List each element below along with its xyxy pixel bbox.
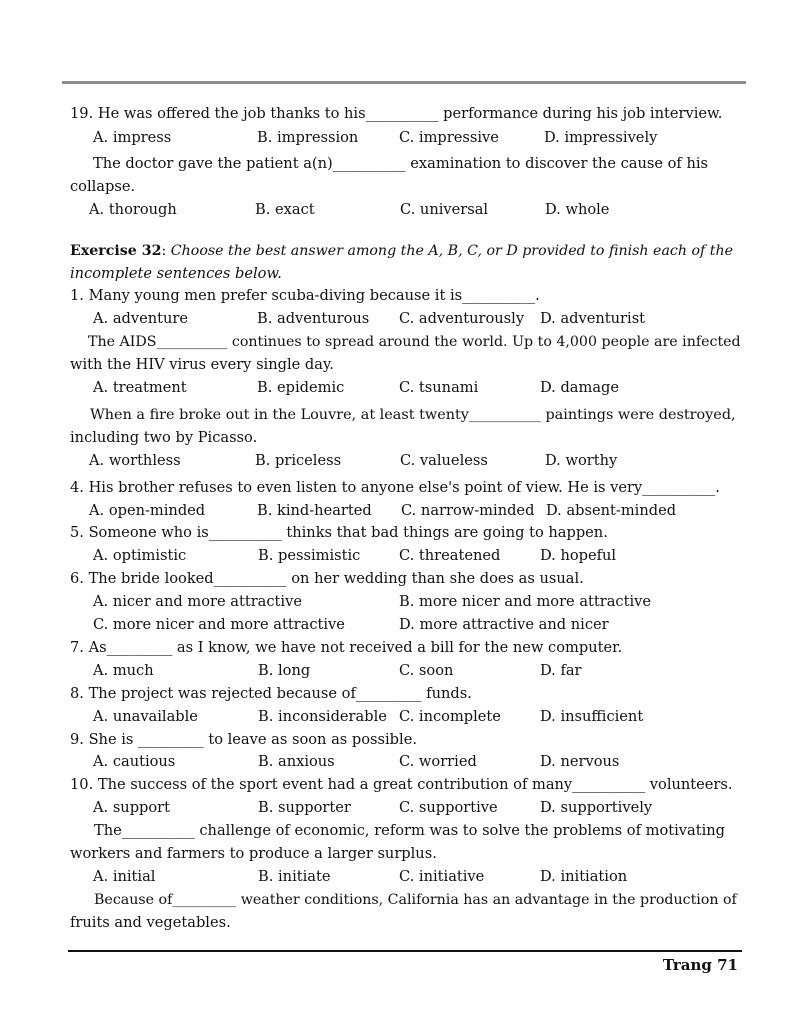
e3-option-d[interactable]: D. worthy bbox=[545, 452, 618, 469]
question-20-line2: collapse. bbox=[70, 178, 136, 195]
e9-option-c[interactable]: C. worried bbox=[399, 753, 477, 770]
e5-option-d[interactable]: D. hopeful bbox=[540, 547, 617, 564]
e4-option-b[interactable]: B. kind-hearted bbox=[257, 502, 372, 519]
exercise-question-3-line2: including two by Picasso. bbox=[70, 429, 258, 446]
question-19: 19. He was offered the job thanks to his__________ performance during his job interview. bbox=[70, 105, 723, 122]
e7-option-c[interactable]: C. soon bbox=[399, 662, 454, 679]
exercise-question-1: 1. Many young men prefer scuba-diving because it is__________. bbox=[70, 287, 540, 304]
exercise-question-9: 9. She is _________ to leave as soon as possible. bbox=[70, 731, 417, 748]
e8-option-a[interactable]: A. unavailable bbox=[93, 708, 198, 725]
e9-option-d[interactable]: D. nervous bbox=[540, 753, 620, 770]
e2-option-c[interactable]: C. tsunami bbox=[399, 379, 479, 396]
exercise-instruction-line1: Choose the best answer among the A, B, C, or D provided to finish each of the bbox=[170, 243, 734, 259]
e6-option-c[interactable]: C. more nicer and more attractive bbox=[93, 616, 345, 633]
q20-option-d[interactable]: D. whole bbox=[545, 201, 610, 218]
question-20-line1: The doctor gave the patient a(n)__________ examination to discover the cause of his bbox=[93, 155, 709, 172]
exercise-question-10: 10. The success of the sport event had a great contribution of many__________ volunteers. bbox=[70, 776, 733, 793]
e1-option-d[interactable]: D. adventurist bbox=[540, 310, 646, 327]
exercise-32-heading bbox=[70, 241, 733, 261]
e11-option-c[interactable]: C. initiative bbox=[399, 868, 485, 885]
exercise-question-7: 7. As_________ as I know, we have not received a bill for the new computer. bbox=[70, 639, 623, 656]
q19-option-b[interactable]: B. impression bbox=[257, 129, 359, 146]
exercise-question-6: 6. The bride looked__________ on her wedding than she does as usual. bbox=[70, 570, 584, 587]
e8-option-b[interactable]: B. inconsiderable bbox=[258, 708, 387, 725]
e10-option-d[interactable]: D. supportively bbox=[540, 799, 653, 816]
e6-option-a[interactable]: A. nicer and more attractive bbox=[93, 593, 302, 610]
e8-option-c[interactable]: C. incomplete bbox=[399, 708, 501, 725]
e9-option-a[interactable]: A. cautious bbox=[93, 753, 176, 770]
q20-option-a[interactable]: A. thorough bbox=[89, 201, 177, 218]
e1-option-c[interactable]: C. adventurously bbox=[399, 310, 525, 327]
footer-rule bbox=[68, 950, 742, 952]
exercise-question-11-line1: The__________ challenge of economic, reform was to solve the problems of motivating bbox=[94, 822, 725, 839]
exercise-question-3-line1: When a fire broke out in the Louvre, at least twenty__________ paintings were destroyed, bbox=[90, 407, 736, 423]
header-rule bbox=[62, 81, 746, 84]
exercise-question-2-line1: The AIDS__________ continues to spread around the world. Up to 4,000 people are infected bbox=[88, 334, 741, 350]
e1-option-a[interactable]: A. adventure bbox=[93, 310, 189, 327]
e5-option-b[interactable]: B. pessimistic bbox=[258, 547, 361, 564]
exercise-question-12-line2: fruits and vegetables. bbox=[70, 914, 231, 931]
exercise-question-2-line2: with the HIV virus every single day. bbox=[70, 356, 334, 373]
e2-option-b[interactable]: B. epidemic bbox=[257, 379, 345, 396]
exercise-question-4: 4. His brother refuses to even listen to anyone else's point of view. He is very__________. bbox=[70, 479, 720, 496]
e9-option-b[interactable]: B. anxious bbox=[258, 753, 335, 770]
exercise-question-8: 8. The project was rejected because of_________ funds. bbox=[70, 685, 472, 702]
e3-option-b[interactable]: B. priceless bbox=[255, 452, 342, 469]
q20-option-b[interactable]: B. exact bbox=[255, 201, 315, 218]
e4-option-a[interactable]: A. open-minded bbox=[89, 502, 206, 519]
page-number: Trang 71 bbox=[662, 956, 738, 974]
e11-option-a[interactable]: A. initial bbox=[93, 868, 156, 885]
e7-option-b[interactable]: B. long bbox=[258, 662, 311, 679]
e7-option-d[interactable]: D. far bbox=[540, 662, 582, 679]
exercise-title-separator: : bbox=[161, 243, 171, 259]
exercise-question-12-line1: Because of_________ weather conditions, California has an advantage in the production of bbox=[94, 892, 737, 908]
exercise-question-11-line2: workers and farmers to produce a larger surplus. bbox=[70, 845, 437, 862]
e2-option-d[interactable]: D. damage bbox=[540, 379, 620, 396]
exercise-instruction-line2: incomplete sentences below. bbox=[70, 265, 282, 282]
q19-option-c[interactable]: C. impressive bbox=[399, 129, 499, 146]
q20-option-c[interactable]: C. universal bbox=[400, 201, 489, 218]
e8-option-d[interactable]: D. insufficient bbox=[540, 708, 644, 725]
e10-option-b[interactable]: B. supporter bbox=[258, 799, 351, 816]
e3-option-a[interactable]: A. worthless bbox=[89, 452, 181, 469]
e5-option-a[interactable]: A. optimistic bbox=[93, 547, 187, 564]
e6-option-b[interactable]: B. more nicer and more attractive bbox=[399, 593, 652, 610]
e3-option-c[interactable]: C. valueless bbox=[400, 452, 488, 469]
e4-option-c[interactable]: C. narrow-minded bbox=[401, 502, 535, 519]
e4-option-d[interactable]: D. absent-minded bbox=[546, 502, 677, 519]
e2-option-a[interactable]: A. treatment bbox=[93, 379, 187, 396]
e11-option-d[interactable]: D. initiation bbox=[540, 868, 628, 885]
e10-option-c[interactable]: C. supportive bbox=[399, 799, 498, 816]
q19-option-d[interactable]: D. impressively bbox=[544, 129, 658, 146]
e10-option-a[interactable]: A. support bbox=[93, 799, 171, 816]
e6-option-d[interactable]: D. more attractive and nicer bbox=[399, 616, 609, 633]
e5-option-c[interactable]: C. threatened bbox=[399, 547, 501, 564]
e11-option-b[interactable]: B. initiate bbox=[258, 868, 331, 885]
e1-option-b[interactable]: B. adventurous bbox=[257, 310, 370, 327]
e7-option-a[interactable]: A. much bbox=[93, 662, 154, 679]
q19-option-a[interactable]: A. impress bbox=[93, 129, 172, 146]
exercise-question-5: 5. Someone who is__________ thinks that bad things are going to happen. bbox=[70, 524, 608, 541]
exercise-title: Exercise 32 bbox=[70, 243, 162, 259]
